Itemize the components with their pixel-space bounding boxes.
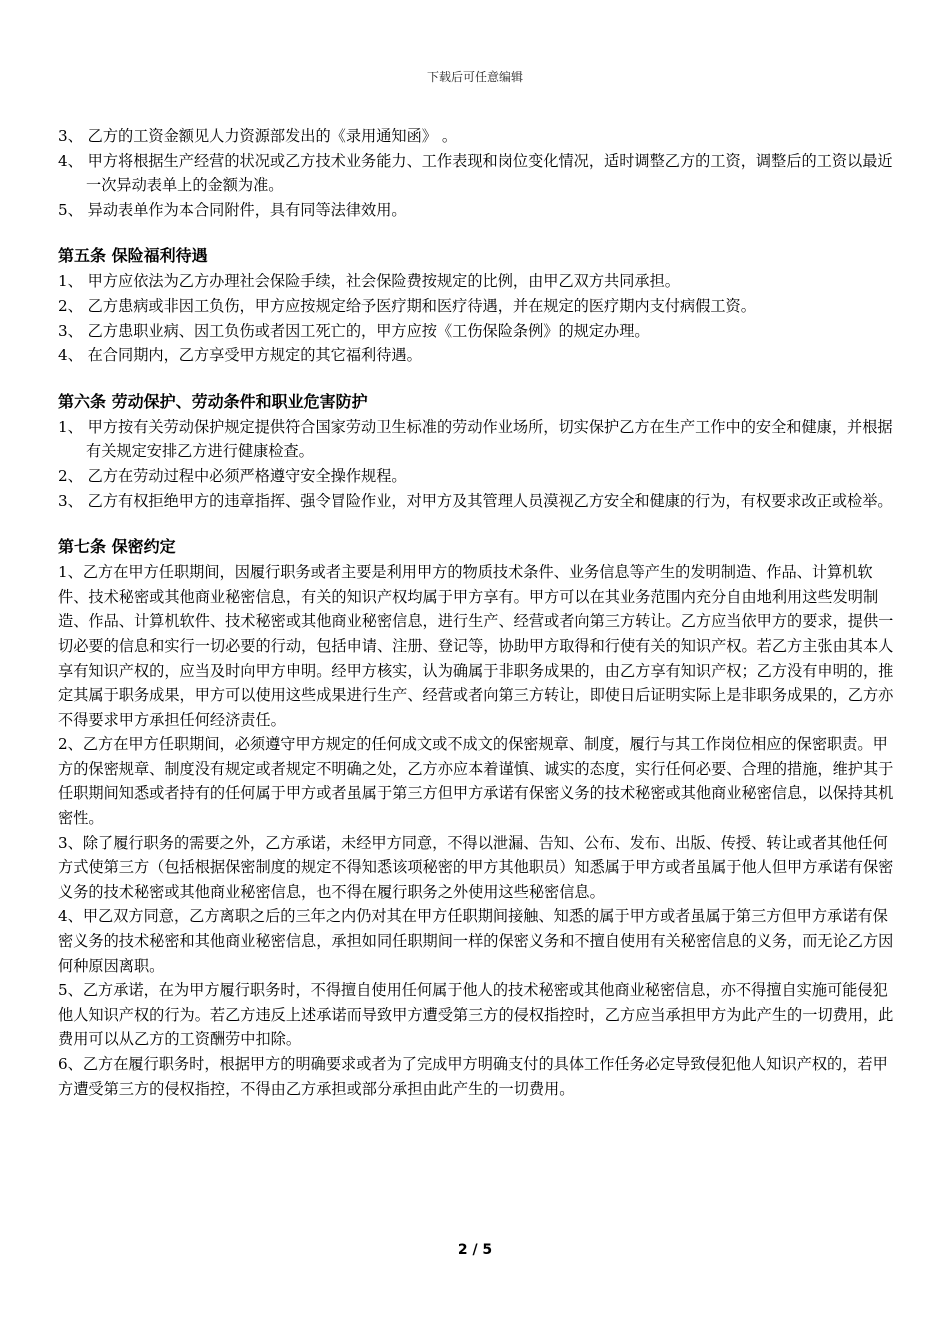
list-item: 1、 甲方按有关劳动保护规定提供符合国家劳动卫生标准的劳动作业场所，切实保护乙方在生产工作中的安全和健康，并根据有关规定安排乙方进行健康检查。 [58, 417, 893, 461]
paragraph: 2、乙方在甲方任职期间，必须遵守甲方规定的任何成文或不成文的保密规章、制度，履行与其工作岗位相应的保密职责。甲方的保密规章、制度没有规定或者规定不明确之处，乙方亦应本着谨慎、诚实的态度，实行任何必要、合理的措施，维护其于任职期间知悉或者持有的任何属于甲方或者虽属于第三方但甲方承诺有保密义务的技术秘密或其他商业秘密信息，以保持其机密性。 [58, 735, 894, 828]
paragraph: 6、乙方在履行职务时，根据甲方的明确要求或者为了完成甲方明确支付的具体工作任务必定导致侵犯他人知识产权的，若甲方遭受第三方的侵权指控，不得由乙方承担或部分承担由此产生的一切费用。 [58, 1055, 888, 1098]
paragraph: 4、甲乙双方同意，乙方离职之后的三年之内仍对其在甲方任职期间接触、知悉的属于甲方或者虽属于第三方但甲方承诺有保密义务的技术秘密和其他商业秘密信息，承担如同任职期间一样的保密义务和不擅自使用有关秘密信息的义务，而无论乙方因何种原因离职。 [58, 907, 894, 975]
paragraph: 5、乙方承诺，在为甲方履行职务时，不得擅自使用任何属于他人的技术秘密或其他商业秘密信息，亦不得擅自实施可能侵犯他人知识产权的行为。若乙方违反上述承诺而导致甲方遭受第三方的侵权指控时，乙方应当承担甲方为此产生的一切费用，此费用可以从乙方的工资酬劳中扣除。 [58, 981, 894, 1049]
list-item: 2、 乙方患病或非因工负伤，甲方应按规定给予医疗期和医疗待遇，并在规定的医疗期内支付病假工资。 [58, 296, 756, 315]
list-item: 3、 乙方的工资金额见人力资源部发出的《录用通知函》 。 [58, 127, 458, 145]
list-item: 1、 甲方应依法为乙方办理社会保险手续，社会保险费按规定的比例，由甲乙双方共同承担。 [58, 272, 680, 291]
list-item: 3、 乙方有权拒绝甲方的违章指挥、强令冒险作业，对甲方及其管理人员漠视乙方安全和健康的行为，有权要求改正或检举。 [58, 491, 893, 510]
header-note: 下载后可任意编辑 [426, 70, 523, 84]
section-heading: 第七条 保密约定 [58, 537, 176, 557]
document-body [58, 124, 896, 1101]
list-item: 2、 乙方在劳动过程中必须严格遵守安全操作规程。 [58, 466, 407, 485]
paragraph: 3、除了履行职务的需要之外，乙方承诺，未经甲方同意，不得以泄漏、告知、公布、发布、出版、传授、转让或者其他任何方式使第三方（包括根据保密制度的规定不得知悉该项秘密的甲方其他职员）知悉属于甲方或者虽属于他人但甲方承诺有保密义务的技术秘密或其他商业秘密信息，也不得在履行职务之外使用这些秘密信息。 [58, 833, 894, 901]
list-item: 3、 乙方患职业病、因工负伤或者因工死亡的，甲方应按《工伤保险条例》的规定办理。 [58, 321, 650, 340]
section-heading: 第五条 保险福利待遇 [58, 246, 208, 266]
list-item: 4、 在合同期内，乙方享受甲方规定的其它福利待遇。 [58, 346, 422, 365]
section-heading: 第六条 劳动保护、劳动条件和职业危害防护 [58, 391, 368, 411]
list-item: 4、 甲方将根据生产经营的状况或乙方技术业务能力、工作表现和岗位变化情况，适时调整乙方的工资，调整后的工资以最近一次异动表单上的金额为准。 [58, 151, 893, 195]
paragraph: 1、乙方在甲方任职期间，因履行职务或者主要是利用甲方的物质技术条件、业务信息等产生的发明制造、作品、计算机软件、技术秘密或其他商业秘密信息，有关的知识产权均属于甲方享有。甲方可以在其业务范围内充分自由地利用这些发明制造、作品、计算机软件、技术秘密或其他商业秘密信息，进行生产、经营或者向第三方转让。乙方应当依甲方的要求，提供一切必要的信息和实行一切必要的行动，包括申请、注册、登记等，协助甲方取得和行使有关的知识产权。若乙方主张由其本人享有知识产权的，应当及时向甲方申明。经甲方核实，认为确属于非职务成果的，由乙方享有知识产权；乙方没有申明的，推定其属于职务成果，甲方可以使用这些成果进行生产、经营或者向第三方转让，即使日后证明实际上是非职务成果的，乙方亦不得要求甲方承担任何经济责任。 [58, 563, 894, 729]
page-number: 2 / 5 [457, 1242, 493, 1258]
list-item: 5、 异动表单作为本合同附件，具有同等法律效用。 [58, 200, 407, 219]
